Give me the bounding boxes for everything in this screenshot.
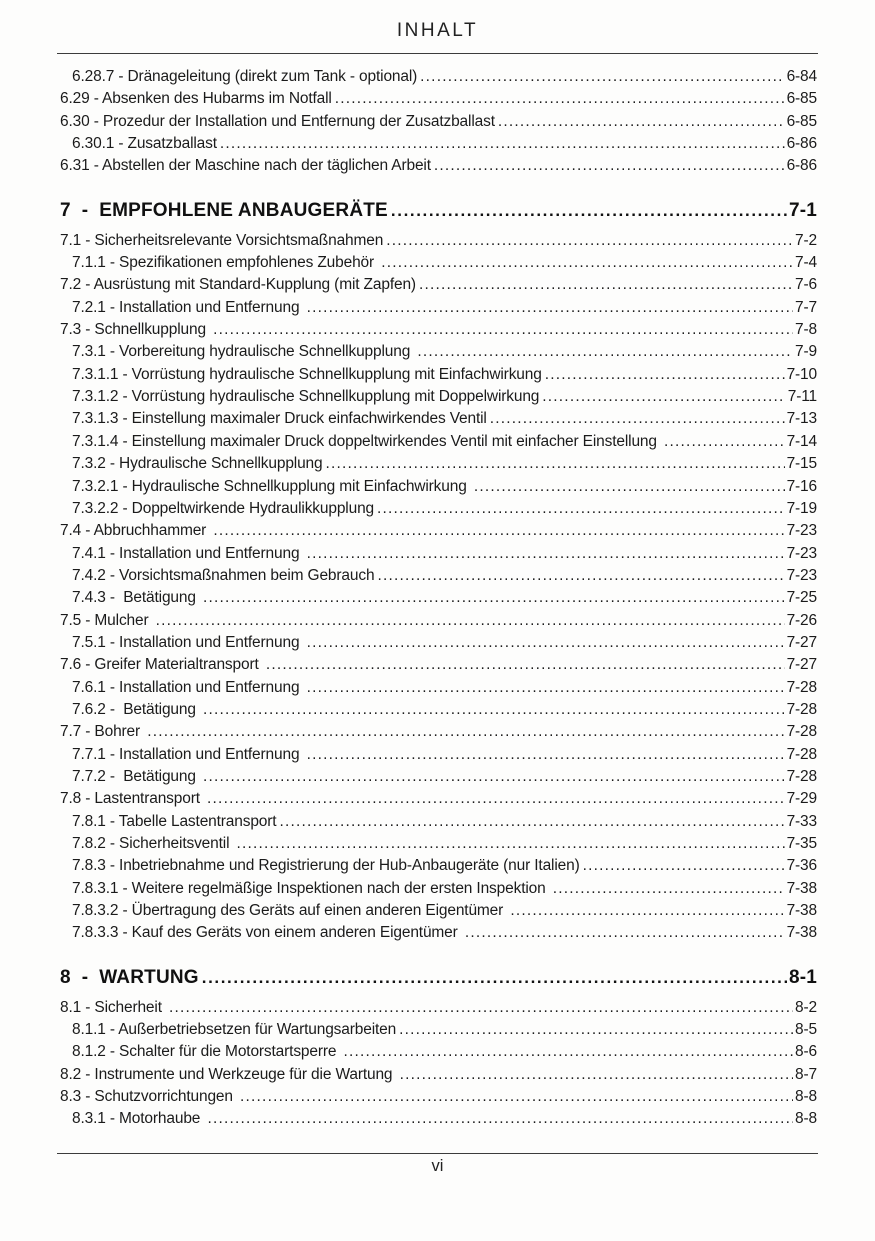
toc-entry bbox=[60, 721, 817, 743]
dot-leader bbox=[240, 1086, 793, 1108]
dot-leader bbox=[203, 766, 785, 788]
toc-entry-page: 7-13 bbox=[786, 410, 817, 428]
toc-entry-label: 7.3 - Schnellkupplung bbox=[60, 321, 211, 339]
header-divider bbox=[57, 53, 818, 54]
toc-entry-label: 8.1.2 - Schalter für die Motorstartsperre bbox=[72, 1043, 341, 1061]
page-footer bbox=[57, 1153, 818, 1176]
toc-entry-label: 7.6.1 - Installation und Entfernung bbox=[72, 678, 304, 696]
dot-leader bbox=[202, 964, 787, 991]
toc-entry-page: 8-7 bbox=[795, 1065, 817, 1083]
toc-entry-label: 7.6 - Greifer Materialtransport bbox=[60, 656, 263, 674]
toc-entry bbox=[60, 498, 817, 520]
dot-leader bbox=[307, 297, 793, 319]
toc-entry-page: 7-23 bbox=[786, 544, 817, 562]
dot-leader bbox=[156, 610, 785, 632]
toc-entry-label: 7.8.3.1 - Weitere regelmäßige Inspektionen nach der ersten Inspektion bbox=[72, 879, 550, 897]
toc-entry-label: 8.3 - Schutzvorrichtungen bbox=[60, 1088, 238, 1106]
toc-entry-page: 7-11 bbox=[787, 388, 817, 406]
toc-entry bbox=[60, 855, 817, 877]
toc-entry-label: 8.1.1 - Außerbetriebsetzen für Wartungsarbeiten bbox=[72, 1021, 397, 1039]
toc-entry-page: 7-23 bbox=[786, 522, 817, 540]
dot-leader bbox=[147, 721, 784, 743]
toc-entry-page: 7-35 bbox=[786, 835, 817, 852]
dot-leader bbox=[213, 520, 784, 542]
toc-entry-page: 8-2 bbox=[795, 998, 817, 1016]
toc-chapter-label: 8 - WARTUNG bbox=[60, 966, 199, 988]
toc-entry bbox=[60, 408, 817, 430]
toc-entry-page: 6-85 bbox=[786, 90, 817, 108]
dot-leader bbox=[434, 155, 785, 177]
toc-entry-page: 7-23 bbox=[786, 566, 817, 584]
toc-entry-page: 8-8 bbox=[795, 1110, 817, 1128]
toc-entry bbox=[60, 230, 817, 252]
page-title: INHALT bbox=[396, 20, 479, 41]
toc-entry bbox=[60, 133, 817, 155]
toc-entry bbox=[60, 997, 817, 1019]
toc-entry-label: 8.3.1 - Motorhaube bbox=[72, 1110, 205, 1128]
toc-entry-page: 6-86 bbox=[786, 157, 817, 175]
toc-entry bbox=[60, 252, 817, 274]
toc-entry-page: 7-14 bbox=[786, 432, 817, 450]
dot-leader bbox=[417, 341, 793, 363]
toc-entry-page: 7-28 bbox=[786, 700, 817, 718]
toc-entry-label: 7.5.1 - Installation und Entfernung bbox=[72, 633, 304, 651]
toc-entry bbox=[60, 766, 817, 788]
dot-leader bbox=[490, 408, 785, 430]
dot-leader bbox=[542, 386, 785, 408]
toc-entry-page: 7-27 bbox=[786, 656, 817, 674]
toc-entry bbox=[60, 833, 817, 855]
toc-entry-page: 7-19 bbox=[786, 499, 817, 517]
dot-leader bbox=[344, 1041, 794, 1063]
dot-leader bbox=[510, 900, 784, 922]
toc-entry bbox=[60, 632, 817, 654]
toc-entry-label: 7.1 - Sicherheitsrelevante Vorsichtsmaßnahmen bbox=[60, 231, 384, 249]
toc-entry-page: 7-4 bbox=[795, 254, 817, 272]
toc-entry bbox=[60, 677, 817, 699]
toc-chapter-page: 8-1 bbox=[788, 966, 817, 988]
toc-entry bbox=[60, 520, 817, 542]
toc-entry-page: 7-16 bbox=[786, 477, 817, 495]
dot-leader bbox=[419, 274, 793, 296]
toc-entry-label: 7.7.2 - Betätigung bbox=[72, 767, 200, 785]
dot-leader bbox=[420, 66, 784, 88]
dot-leader bbox=[203, 699, 785, 721]
dot-leader bbox=[307, 677, 785, 699]
dot-leader bbox=[203, 587, 785, 609]
dot-leader bbox=[377, 565, 784, 587]
dot-leader bbox=[498, 111, 785, 133]
toc-entry-label: 7.5 - Mulcher bbox=[60, 611, 153, 629]
toc-entry-page: 7-36 bbox=[786, 857, 817, 875]
toc-entry-label: 7.3.1.3 - Einstellung maximaler Druck einfachwirkendes Ventil bbox=[72, 410, 487, 428]
toc-entry-label: 7.8 - Lastentransport bbox=[60, 790, 205, 808]
dot-leader bbox=[399, 1019, 793, 1041]
toc-entry-label: 6.29 - Absenken des Hubarms im Notfall bbox=[60, 90, 332, 108]
toc-entry-label: 7.7.1 - Installation und Entfernung bbox=[72, 745, 304, 763]
toc-entry-page: 8-8 bbox=[795, 1088, 817, 1106]
toc-entry bbox=[60, 1019, 817, 1041]
toc-entry-page: 7-9 bbox=[795, 343, 817, 361]
toc-entry-page: 7-26 bbox=[786, 611, 817, 629]
toc-entry bbox=[60, 1064, 817, 1086]
toc-entry bbox=[60, 386, 817, 408]
dot-leader bbox=[664, 431, 785, 453]
toc-entry bbox=[60, 654, 817, 676]
toc-entry-page: 7-38 bbox=[786, 902, 817, 920]
toc-entry-label: 7.7 - Bohrer bbox=[60, 723, 145, 741]
toc-entry bbox=[60, 88, 817, 110]
toc-entry bbox=[60, 811, 817, 833]
toc-entry-page: 7-7 bbox=[795, 298, 817, 316]
dot-leader bbox=[377, 498, 785, 520]
toc-entry-label: 7.3.2.2 - Doppeltwirkende Hydraulikkupplung bbox=[72, 499, 375, 517]
dot-leader bbox=[465, 922, 785, 944]
toc-entry bbox=[60, 364, 817, 386]
toc-entry-label: 7.8.3.3 - Kauf des Geräts von einem anderen Eigentümer bbox=[72, 924, 462, 942]
dot-leader bbox=[169, 997, 793, 1019]
dot-leader bbox=[326, 453, 785, 475]
toc-entry bbox=[60, 453, 817, 475]
dot-leader bbox=[553, 878, 785, 900]
dot-leader bbox=[335, 88, 785, 110]
toc-entry-label: 6.28.7 - Dränageleitung (direkt zum Tank - optional) bbox=[72, 68, 418, 85]
dot-leader bbox=[307, 543, 785, 565]
toc-entry bbox=[60, 699, 817, 721]
toc-chapter-label: 7 - EMPFOHLENE ANBAUGERÄTE bbox=[60, 199, 388, 221]
toc-entry-page: 7-28 bbox=[786, 767, 817, 785]
dot-leader bbox=[266, 654, 785, 676]
toc-entry-label: 7.3.1 - Vorbereitung hydraulische Schnellkupplung bbox=[72, 343, 415, 361]
toc-entry-page: 7-6 bbox=[795, 276, 817, 294]
toc-entry bbox=[60, 788, 817, 810]
toc-entry-page: 7-8 bbox=[795, 321, 817, 339]
toc-entry bbox=[60, 111, 817, 133]
toc-entry bbox=[60, 565, 817, 587]
toc-entry-page: 7-33 bbox=[786, 812, 817, 830]
toc-entry bbox=[60, 744, 817, 766]
dot-leader bbox=[583, 855, 785, 877]
toc-entry-page: 7-28 bbox=[786, 678, 817, 696]
toc-chapter-heading bbox=[60, 197, 817, 224]
toc-entry bbox=[60, 431, 817, 453]
toc-entry-label: 7.3.1.2 - Vorrüstung hydraulische Schnellkupplung mit Doppelwirkung bbox=[72, 388, 540, 406]
toc-entry-page: 7-15 bbox=[786, 455, 817, 473]
toc-entry-page: 7-38 bbox=[786, 879, 817, 897]
toc-chapter-heading bbox=[60, 964, 817, 991]
toc-entry-page: 7-28 bbox=[786, 723, 817, 741]
toc-entry-page: 7-2 bbox=[795, 231, 817, 249]
toc-entry bbox=[60, 155, 817, 177]
toc-entry-page: 7-28 bbox=[786, 745, 817, 763]
toc-entry-page: 7-27 bbox=[786, 633, 817, 651]
toc-entry-page: 6-85 bbox=[786, 112, 817, 130]
toc-entry-page: 7-29 bbox=[786, 790, 817, 808]
toc-entry-label: 7.8.3 - Inbetriebnahme und Registrierung der Hub-Anbaugeräte (nur Italien) bbox=[72, 857, 580, 875]
dot-leader bbox=[279, 811, 784, 833]
toc-entry-page: 7-38 bbox=[786, 924, 817, 942]
dot-leader bbox=[237, 833, 785, 855]
dot-leader bbox=[391, 197, 787, 224]
toc-entry bbox=[60, 543, 817, 565]
toc-entry-label: 8.1 - Sicherheit bbox=[60, 998, 167, 1016]
toc-entry-page: 8-5 bbox=[795, 1021, 817, 1039]
dot-leader bbox=[381, 252, 793, 274]
dot-leader bbox=[545, 364, 785, 386]
toc-entry-label: 7.3.2 - Hydraulische Schnellkupplung bbox=[72, 455, 323, 473]
toc-entry bbox=[60, 341, 817, 363]
dot-leader bbox=[400, 1064, 793, 1086]
toc-entry-page: 8-6 bbox=[795, 1043, 817, 1061]
toc-entry bbox=[60, 297, 817, 319]
toc-entry-label: 7.8.2 - Sicherheitsventil bbox=[72, 835, 234, 852]
toc-entry-label: 7.4 - Abbruchhammer bbox=[60, 522, 211, 540]
toc-entry bbox=[60, 900, 817, 922]
toc-entry-label: 7.3.1.1 - Vorrüstung hydraulische Schnellkupplung mit Einfachwirkung bbox=[72, 365, 542, 383]
toc-entry-label: 7.3.2.1 - Hydraulische Schnellkupplung mit Einfachwirkung bbox=[72, 477, 471, 495]
toc-entry-label: 6.31 - Abstellen der Maschine nach der täglichen Arbeit bbox=[60, 157, 431, 175]
footer-page-number: vi bbox=[431, 1157, 444, 1175]
dot-leader bbox=[207, 1108, 793, 1130]
dot-leader bbox=[220, 133, 785, 155]
toc-entry bbox=[60, 1108, 817, 1130]
toc-entry-label: 8.2 - Instrumente und Werkzeuge für die Wartung bbox=[60, 1065, 397, 1083]
dot-leader bbox=[474, 476, 785, 498]
toc-entry bbox=[60, 922, 817, 944]
toc-entry bbox=[60, 587, 817, 609]
toc-entry-label: 7.8.3.2 - Übertragung des Geräts auf einen anderen Eigentümer bbox=[72, 902, 508, 920]
toc-entry bbox=[60, 1086, 817, 1108]
toc-entry-page: 7-25 bbox=[786, 589, 817, 607]
footer-divider bbox=[57, 1153, 818, 1154]
toc-entry-label: 7.4.1 - Installation und Entfernung bbox=[72, 544, 304, 562]
toc-entry bbox=[60, 66, 817, 88]
toc-entry bbox=[60, 1041, 817, 1063]
dot-leader bbox=[207, 788, 785, 810]
toc-entry bbox=[60, 319, 817, 341]
toc-entry-label: 6.30 - Prozedur der Installation und Entfernung der Zusatzballast bbox=[60, 112, 495, 130]
dot-leader bbox=[386, 230, 793, 252]
toc-entry-page: 6-86 bbox=[786, 135, 817, 153]
toc-entry-label: 7.2 - Ausrüstung mit Standard-Kupplung (mit Zapfen) bbox=[60, 276, 416, 294]
toc-entry-label: 6.30.1 - Zusatzballast bbox=[72, 135, 217, 153]
dot-leader bbox=[307, 632, 785, 654]
toc-entry-label: 7.4.2 - Vorsichtsmaßnahmen beim Gebrauch bbox=[72, 566, 375, 584]
dot-leader bbox=[307, 744, 785, 766]
toc-entry bbox=[60, 476, 817, 498]
dot-leader bbox=[213, 319, 793, 341]
toc-entry-page: 7-10 bbox=[786, 365, 817, 383]
toc-entry bbox=[60, 274, 817, 296]
toc-chapter-page: 7-1 bbox=[788, 199, 817, 221]
toc-entry-label: 7.2.1 - Installation und Entfernung bbox=[72, 298, 304, 316]
toc-entry bbox=[60, 878, 817, 900]
toc-entry-label: 7.8.1 - Tabelle Lastentransport bbox=[72, 812, 277, 830]
toc-list bbox=[60, 66, 817, 1131]
toc-entry-page: 6-84 bbox=[786, 68, 817, 85]
toc-entry-label: 7.6.2 - Betätigung bbox=[72, 700, 200, 718]
toc-entry-label: 7.3.1.4 - Einstellung maximaler Druck doppeltwirkendes Ventil mit einfacher Einstellung bbox=[72, 432, 662, 450]
toc-entry-label: 7.4.3 - Betätigung bbox=[72, 589, 200, 607]
toc-entry bbox=[60, 610, 817, 632]
toc-entry-label: 7.1.1 - Spezifikationen empfohlenes Zubehör bbox=[72, 254, 379, 272]
